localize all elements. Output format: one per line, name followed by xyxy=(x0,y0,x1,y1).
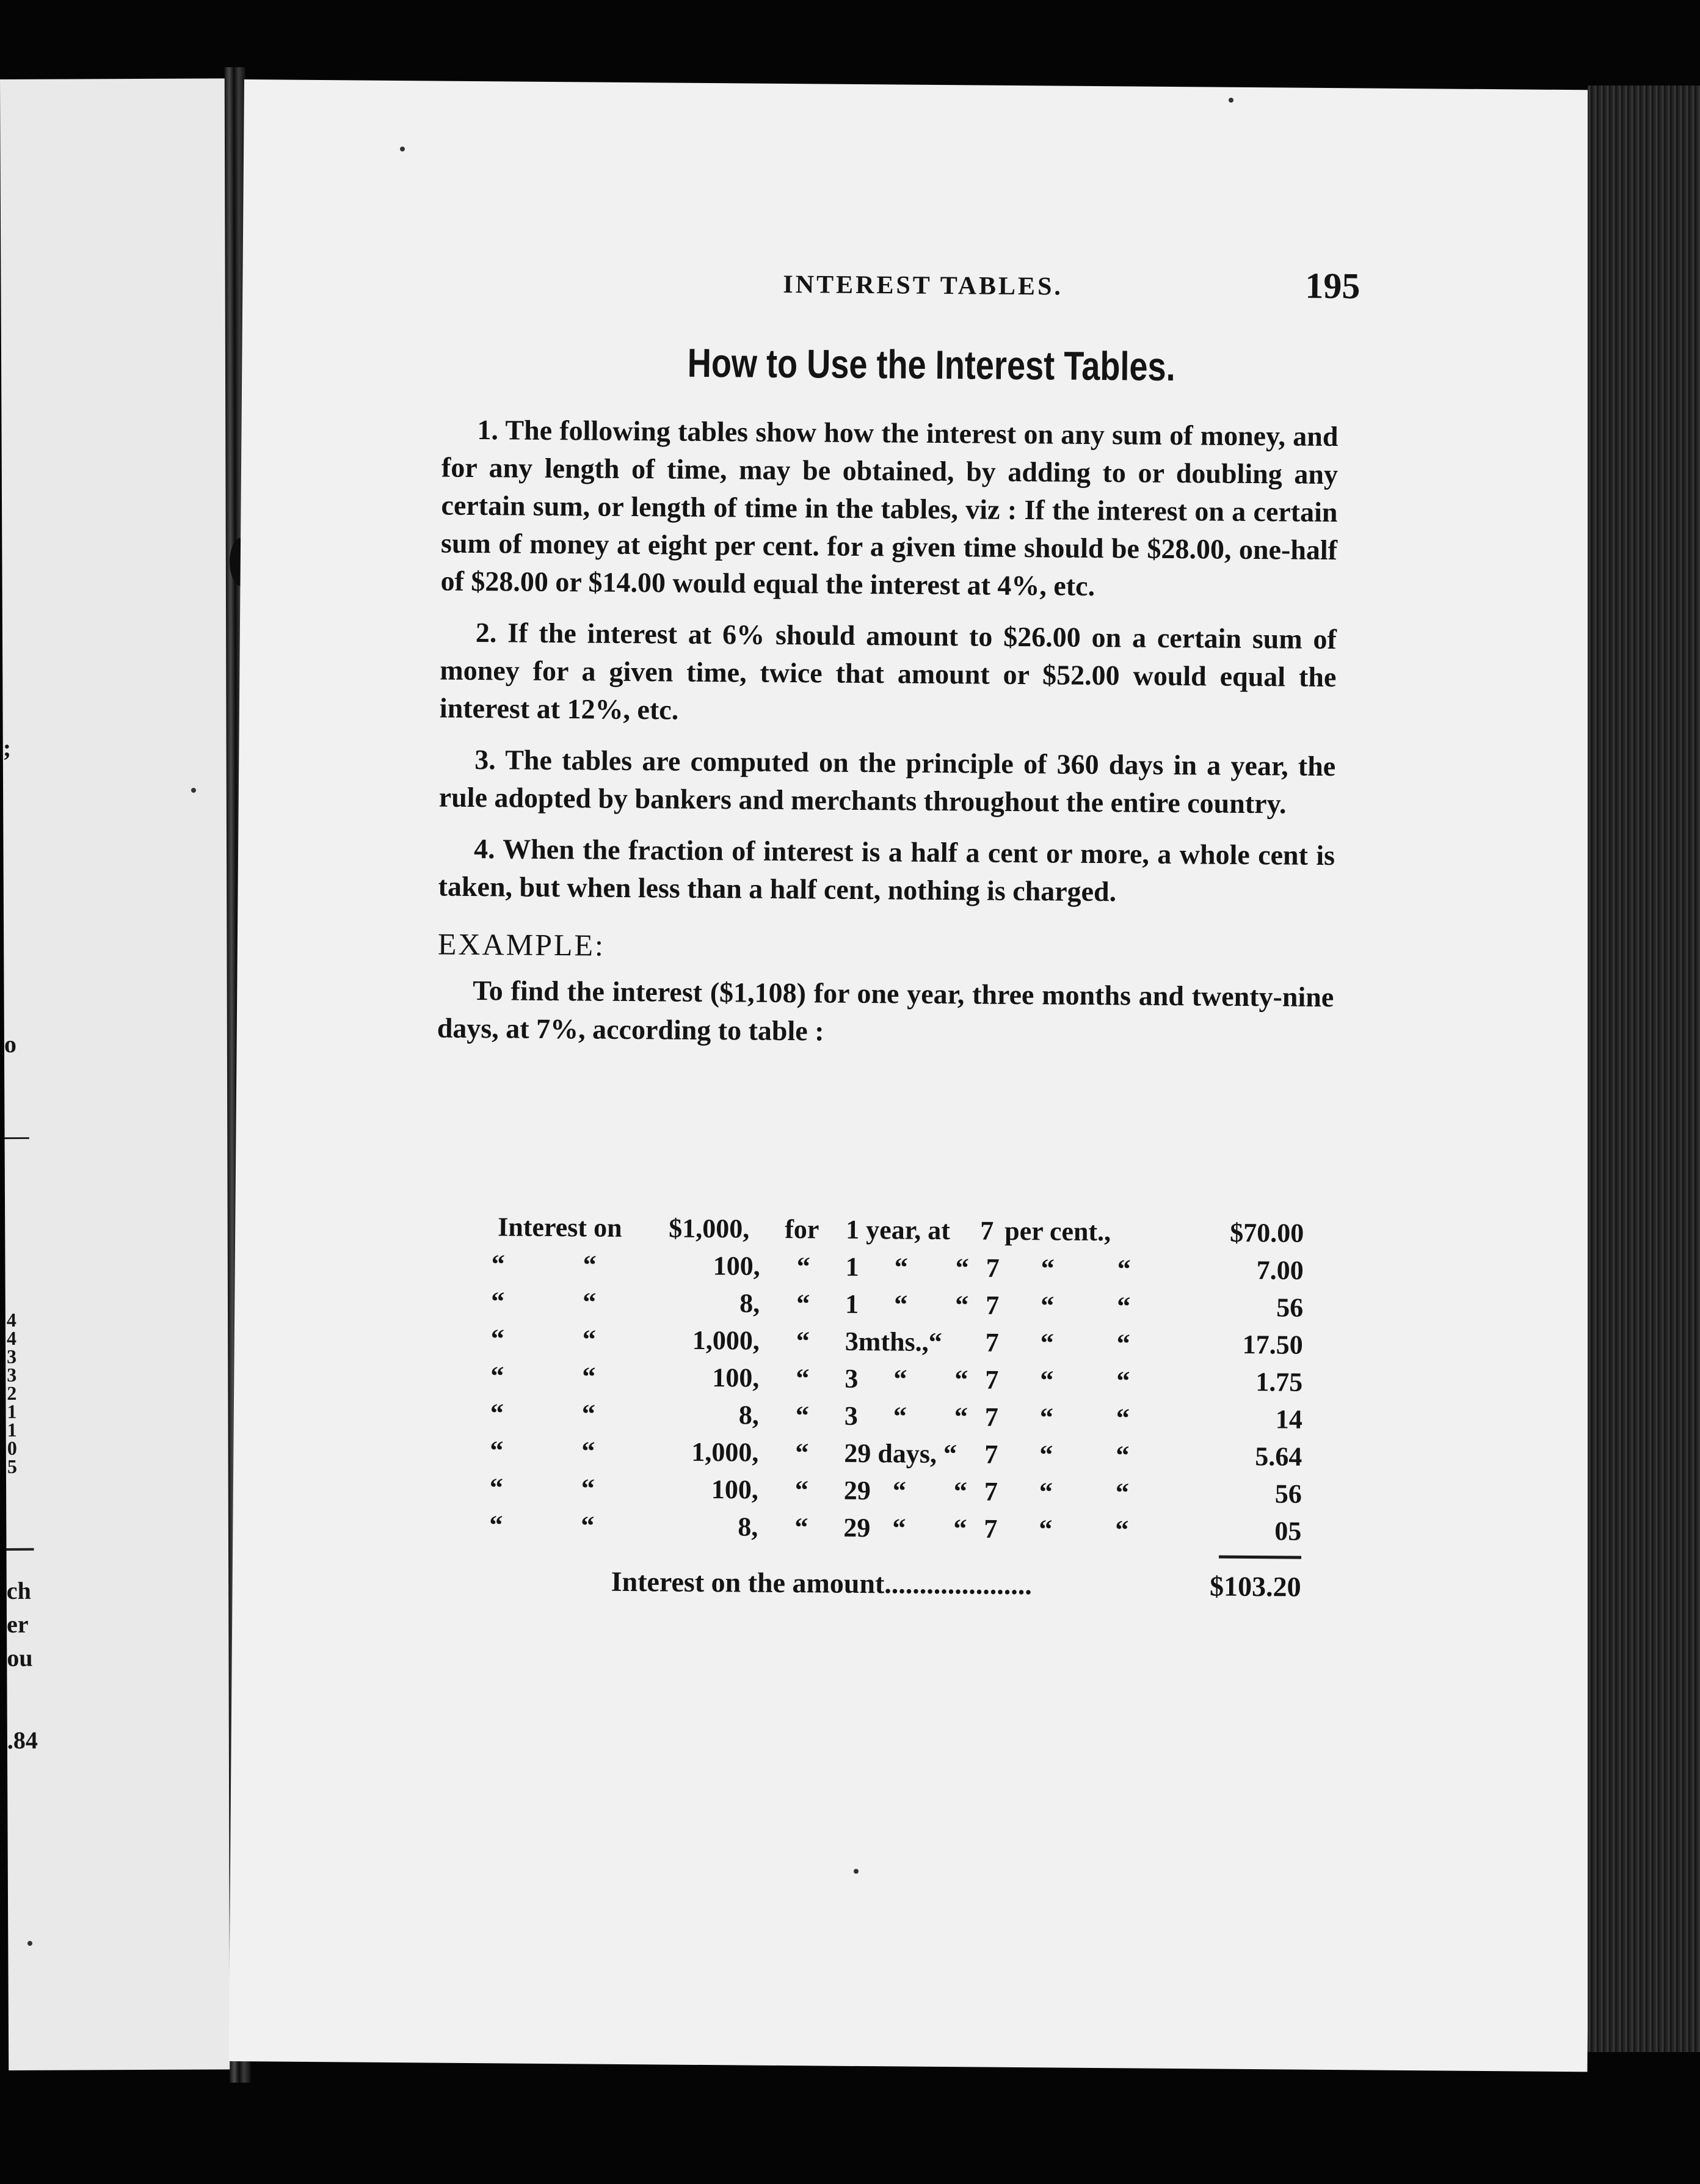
calc-cell-amount: 8, xyxy=(739,1288,760,1319)
paragraph-2: 2. If the interest at 6% should amount to $26.00 on a certain sum of money for a given time, twice that amount or $52.00 would equal the interest at 12%, etc. xyxy=(439,617,1337,726)
calc-cell-q5: “ xyxy=(1116,1440,1130,1471)
calc-cell-q3: “ xyxy=(955,1253,969,1283)
fringe-digit: 4 xyxy=(6,1308,16,1331)
calc-rows xyxy=(489,1246,1304,1550)
calc-cell-amount: 1,000, xyxy=(691,1436,759,1468)
fringe-mark: — xyxy=(4,1121,29,1149)
calc-cell-b: “ xyxy=(582,1324,597,1355)
fringe-word: ch xyxy=(6,1576,31,1604)
fringe-digit: 3 xyxy=(7,1363,17,1386)
calc-cell-q1: “ xyxy=(796,1363,810,1394)
calc-row xyxy=(489,1507,1302,1550)
calc-cell-q4: “ xyxy=(1039,1402,1054,1433)
fringe-word: ou xyxy=(7,1643,33,1672)
calc-cell-q3: “ xyxy=(955,1290,969,1320)
fringe-digit: 3 xyxy=(7,1345,17,1367)
paper-speck xyxy=(400,147,405,151)
previous-page xyxy=(0,78,250,2070)
paragraph-3: 3. The tables are computed on the principle of 360 days in a year, the rule adopted by bankers and merchants throughout the entire country. xyxy=(438,743,1336,820)
calc-cell-q4: “ xyxy=(1041,1290,1055,1321)
calc-cell-rate: 7 xyxy=(985,1327,999,1358)
calc-cell-q1: “ xyxy=(796,1251,810,1282)
calc-cell-a: “ xyxy=(489,1510,503,1540)
calc-cell-q5: “ xyxy=(1115,1477,1130,1508)
calc-header-for: for xyxy=(785,1214,819,1245)
calc-cell-q3: “ xyxy=(953,1476,968,1507)
calc-cell-q3: “ xyxy=(954,1364,968,1395)
page-title: How to Use the Interest Tables. xyxy=(687,340,1176,389)
calc-cell-q1: “ xyxy=(796,1289,810,1319)
calc-header-row xyxy=(498,1209,1304,1252)
calc-cell-q2: “ xyxy=(892,1476,907,1506)
calc-cell-q1: “ xyxy=(794,1475,809,1505)
example-intro: To find the interest ($1,108) for one year, three months and twenty-nine days, at 7%, according to table : xyxy=(437,974,1334,1047)
calc-cell-rate: 7 xyxy=(984,1476,998,1507)
calc-cell-b: “ xyxy=(583,1250,597,1280)
fringe-word: er xyxy=(6,1610,29,1638)
fringe-digit: 0 xyxy=(7,1436,17,1459)
worked-example-table xyxy=(489,1209,1304,1611)
total-label: Interest on the amount..................... xyxy=(611,1565,1033,1601)
example-heading: EXAMPLE: xyxy=(437,926,606,963)
calc-cell-q3: “ xyxy=(954,1402,968,1432)
calc-cell-amount: 100, xyxy=(712,1363,760,1393)
paper-speck xyxy=(1229,98,1233,103)
paper-speck xyxy=(854,1869,859,1874)
calc-cell-q5: “ xyxy=(1117,1291,1131,1322)
calc-cell-a: “ xyxy=(490,1361,504,1391)
calc-cell-b: “ xyxy=(581,1473,595,1504)
calc-cell-q4: “ xyxy=(1040,1328,1054,1358)
calc-cell-q1: “ xyxy=(795,1400,810,1431)
fringe-digit: 1 xyxy=(7,1400,17,1422)
calc-cell-amount: 8, xyxy=(738,1512,758,1542)
calc-cell-interest: 14 xyxy=(1275,1404,1303,1435)
calc-header-principal: $1,000, xyxy=(669,1213,750,1244)
page-edge-shadow xyxy=(1588,86,1700,2052)
calc-cell-b: “ xyxy=(582,1361,596,1392)
calc-cell-interest: 1.75 xyxy=(1255,1367,1303,1397)
calc-cell-q5: “ xyxy=(1117,1254,1131,1284)
calc-cell-interest: 05 xyxy=(1274,1516,1302,1546)
paper-speck xyxy=(27,1941,32,1946)
calc-cell-q4: “ xyxy=(1039,1514,1053,1545)
calc-cell-q2: “ xyxy=(894,1252,908,1283)
calc-header-label: Interest on xyxy=(498,1212,622,1243)
calc-cell-interest: 7.00 xyxy=(1256,1255,1304,1286)
total-amount: $103.20 xyxy=(1209,1570,1301,1603)
fringe-number: .84 xyxy=(7,1726,38,1754)
calc-cell-q5: “ xyxy=(1116,1328,1130,1359)
calc-row xyxy=(490,1320,1303,1364)
calc-cell-a: “ xyxy=(490,1398,504,1429)
calc-cell-q2: “ xyxy=(893,1401,907,1432)
calc-cell-q3: “ xyxy=(953,1513,967,1544)
calc-cell-q4: “ xyxy=(1039,1440,1053,1470)
calc-cell-time: 3 xyxy=(845,1363,859,1394)
calc-cell-a: “ xyxy=(490,1435,504,1466)
calc-cell-interest: 5.64 xyxy=(1255,1441,1302,1472)
calc-cell-interest: 56 xyxy=(1276,1292,1304,1323)
calc-cell-q2: “ xyxy=(894,1289,908,1320)
calc-cell-a: “ xyxy=(490,1323,505,1354)
calc-cell-time: 1 xyxy=(845,1289,859,1319)
calc-cell-q5: “ xyxy=(1116,1366,1130,1396)
calc-cell-q2: “ xyxy=(893,1364,907,1394)
calc-cell-b: “ xyxy=(583,1287,597,1317)
calc-cell-q1: “ xyxy=(794,1512,808,1543)
calc-cell-a: “ xyxy=(489,1472,504,1503)
paper-speck xyxy=(191,788,196,793)
calc-cell-amount: 100, xyxy=(713,1251,760,1281)
calc-cell-q5: “ xyxy=(1115,1515,1129,1545)
total-row-wrap xyxy=(513,1562,1301,1611)
calc-row xyxy=(490,1358,1303,1401)
calc-header-rate: 7 xyxy=(980,1215,994,1246)
fringe-digit: 4 xyxy=(6,1327,17,1349)
fringe-digit: 5 xyxy=(7,1455,17,1477)
calc-cell-rate: 7 xyxy=(986,1290,1000,1320)
calc-cell-amount: 100, xyxy=(711,1474,759,1505)
calc-cell-a: “ xyxy=(491,1249,505,1279)
calc-header-per-cent: per cent., xyxy=(1004,1215,1111,1247)
calc-cell-b: “ xyxy=(581,1510,595,1541)
calc-cell-q1: “ xyxy=(796,1326,810,1356)
sum-rule xyxy=(1219,1556,1301,1559)
calc-cell-rate: 7 xyxy=(985,1364,999,1395)
calc-row xyxy=(491,1246,1304,1289)
calc-cell-amount: 8, xyxy=(738,1400,760,1430)
calc-cell-time: 29 xyxy=(843,1475,871,1506)
fringe-mark: ; xyxy=(2,733,12,762)
calc-row xyxy=(489,1469,1302,1513)
calc-cell-time: 1 xyxy=(845,1251,859,1282)
paragraph-4: 4. When the fraction of interest is a half a cent or more, a whole cent is taken, but when less than a half cent, nothing is charged. xyxy=(438,832,1335,908)
fringe-digit: 2 xyxy=(7,1381,17,1404)
fringe-digit: 1 xyxy=(7,1418,17,1441)
calc-cell-time: 3 xyxy=(844,1400,859,1431)
body-text xyxy=(437,411,1338,1068)
calc-cell-q4: “ xyxy=(1040,1365,1054,1396)
fringe-mark: o xyxy=(4,1030,16,1058)
paragraph-1: 1. The following tables show how the interest on any sum of money, and for any length of time, may be obtained, by adding to or doubling any certain sum, or length of time in the tables, viz : If the interest on a certain sum of money at eight per cent. for a given time should be $28.00, one-half of $28.00 or $14.00 would equal the interest at 4%, etc. xyxy=(440,414,1339,602)
calc-cell-time: 29 xyxy=(843,1512,871,1543)
page-195 xyxy=(229,79,1603,2072)
calc-cell-q4: “ xyxy=(1041,1253,1055,1284)
calc-cell-rate: 7 xyxy=(984,1513,998,1544)
calc-cell-time: 3mths.,“ xyxy=(845,1326,942,1358)
calc-cell-amount: 1,000, xyxy=(692,1325,760,1356)
calc-cell-q5: “ xyxy=(1116,1403,1130,1433)
page-number: 195 xyxy=(1305,265,1360,307)
calc-cell-a: “ xyxy=(491,1286,505,1317)
calc-cell-q2: “ xyxy=(892,1513,906,1543)
calc-cell-q4: “ xyxy=(1039,1477,1053,1507)
calc-header-interest: $70.00 xyxy=(1230,1217,1304,1248)
calc-row xyxy=(490,1395,1303,1438)
calc-cell-interest: 17.50 xyxy=(1242,1329,1303,1360)
calc-cell-time: 29 days, “ xyxy=(844,1438,957,1469)
calc-cell-b: “ xyxy=(581,1399,596,1429)
calc-cell-rate: 7 xyxy=(984,1439,998,1469)
calc-cell-interest: 56 xyxy=(1274,1479,1302,1509)
running-head: INTEREST TABLES. xyxy=(783,270,1064,301)
previous-page-rule xyxy=(6,1548,34,1551)
calc-header-time: 1 year, at xyxy=(846,1214,951,1246)
calc-cell-b: “ xyxy=(581,1436,595,1466)
calc-cell-rate: 7 xyxy=(986,1253,1000,1283)
calc-cell-rate: 7 xyxy=(984,1402,999,1432)
calc-row xyxy=(491,1283,1304,1327)
calc-cell-q1: “ xyxy=(795,1438,809,1468)
calc-row xyxy=(490,1432,1302,1476)
